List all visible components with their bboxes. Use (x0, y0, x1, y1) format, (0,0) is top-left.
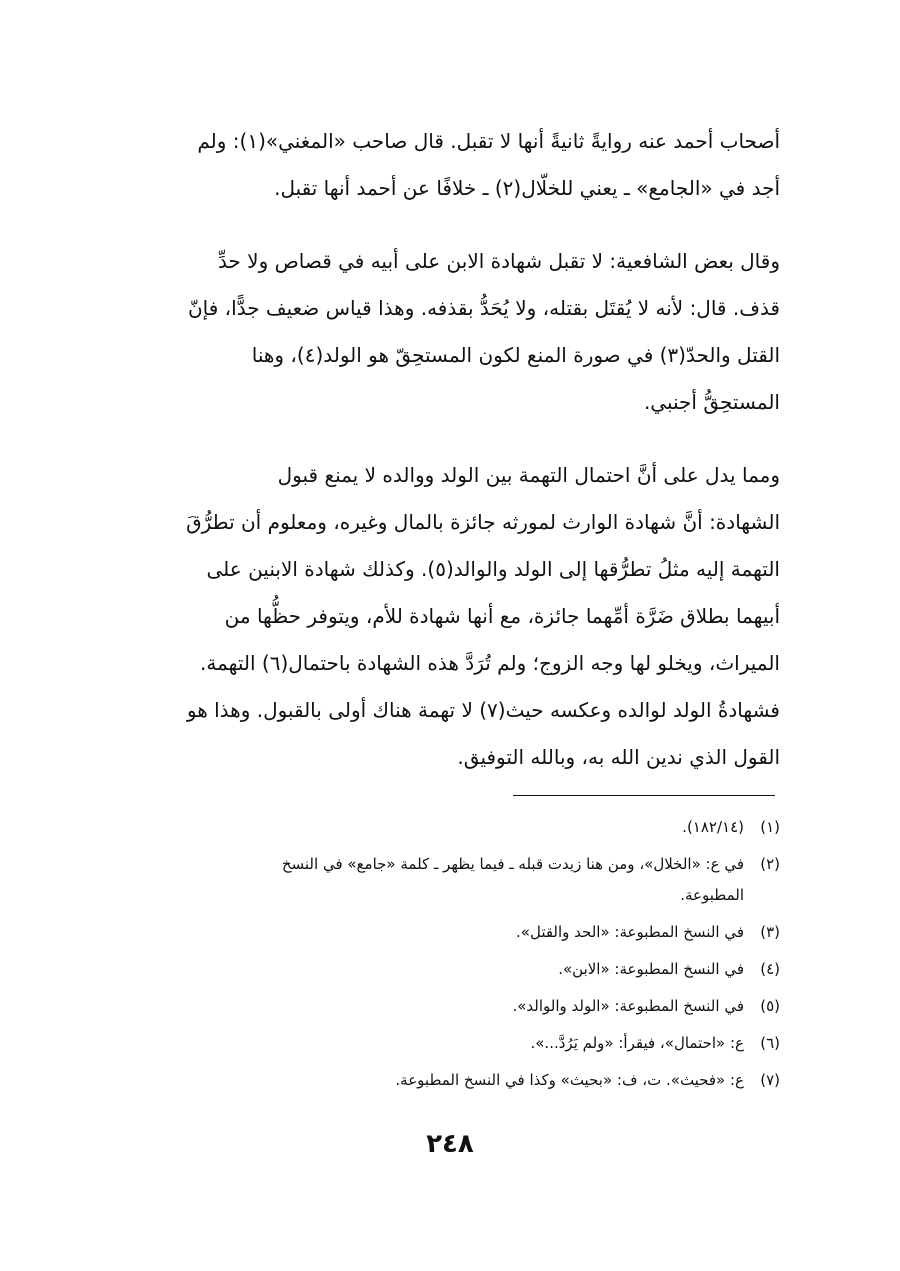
footnote-line: في النسخ المطبوعة: «الحد والقتل». (516, 923, 744, 941)
text-line: أجد في «الجامع» ـ يعني للخلّال(٢) ـ خلافًا عن أحمد أنها تقبل. (274, 176, 780, 200)
paragraph-2 (114, 238, 780, 426)
text-line: أصحاب أحمد عنه روايةً ثانيةً أنها لا تقبل. قال صاحب «المغني»(١): ولم (197, 129, 780, 153)
footnote-number: (١) (760, 818, 780, 836)
footnote-text (114, 954, 744, 985)
footnote-5 (114, 991, 780, 1022)
paragraph-3 (114, 452, 780, 781)
footnote-4 (114, 954, 780, 985)
text-line: الميراث، ويخلو لها وجه الزوج؛ ولم تُرَدَّ هذه الشهادة باحتمال(٦) التهمة. (200, 651, 780, 675)
text-line: قذف. قال: لأنه لا يُقتَل بقتله، ولا يُحَدُّ بقذفه. وهذا قياس ضعيف جدًّا، فإنّ (187, 296, 780, 320)
footnote-number: (٦) (760, 1034, 780, 1052)
text-line: وقال بعض الشافعية: لا تقبل شهادة الابن على أبيه في قصاص ولا حدِّ (217, 249, 780, 273)
footnote-line: في النسخ المطبوعة: «الابن». (558, 960, 744, 978)
footnote-text (114, 991, 744, 1022)
text-line: المستحِقُّ أجنبي. (643, 390, 780, 414)
footnote-number: (٣) (760, 923, 780, 941)
footnote-text (114, 1028, 744, 1059)
footnote-separator (513, 795, 775, 796)
footnote-text (114, 1065, 744, 1096)
footnote-number: (٧) (760, 1071, 780, 1089)
footnotes-list (114, 812, 780, 1102)
footnote-number: (٥) (760, 997, 780, 1015)
footnote-line: ع: «فحيث». ت، ف: «بحيث» وكذا في النسخ المطبوعة. (395, 1071, 744, 1089)
footnote-line: في النسخ المطبوعة: «الولد والوالد». (512, 997, 744, 1015)
text-line: القتل والحدّ(٣) في صورة المنع لكون المستحِقّ هو الولد(٤)، وهنا (251, 343, 780, 367)
text-line: أبيهما بطلاق ضَرَّة أمِّهما جائزة، مع أنها شهادة للأم، ويتوفر حظُّها من (224, 604, 780, 628)
text-line: التهمة إليه مثلُ تطرُّقها إلى الولد والوالد(٥). وكذلك شهادة الابنين على (206, 557, 780, 581)
footnote-7 (114, 1065, 780, 1096)
text-line: الشهادة: أنَّ شهادة الوارث لمورثه جائزة بالمال وغيره، ومعلوم أن تطرُّقَ (186, 510, 780, 534)
footnote-number: (٤) (760, 960, 780, 978)
footnote-line: (١٨٢/١٤). (682, 818, 744, 836)
footnote-number: (٢) (760, 855, 780, 873)
footnote-text (114, 812, 744, 843)
footnote-6 (114, 1028, 780, 1059)
paragraph-1 (114, 118, 780, 212)
footnote-line: في ع: «الخلال»، ومن هنا زيدت قبله ـ فيما يظهر ـ كلمة «جامع» في النسخ (281, 855, 744, 873)
text-line: فشهادةُ الولد لوالده وعكسه حيث(٧) لا تهمة هناك أولى بالقبول. وهذا هو (186, 698, 780, 722)
footnote-3 (114, 917, 780, 948)
footnote-line: ع: «احتمال»، فيقرأ: «ولم يَرُدَّ...». (530, 1034, 744, 1052)
text-line: ومما يدل على أنَّ احتمال التهمة بين الولد ووالده لا يمنع قبول (277, 463, 780, 487)
text-line: القول الذي ندين الله به، وبالله التوفيق. (457, 745, 780, 769)
page-number: ٢٤٨ (426, 1129, 474, 1159)
footnote-text (114, 849, 744, 911)
footnote-1 (114, 812, 780, 843)
footnote-line: المطبوعة. (680, 886, 744, 904)
footnote-2 (114, 849, 780, 911)
footnote-text (114, 917, 744, 948)
body-text (114, 118, 780, 807)
